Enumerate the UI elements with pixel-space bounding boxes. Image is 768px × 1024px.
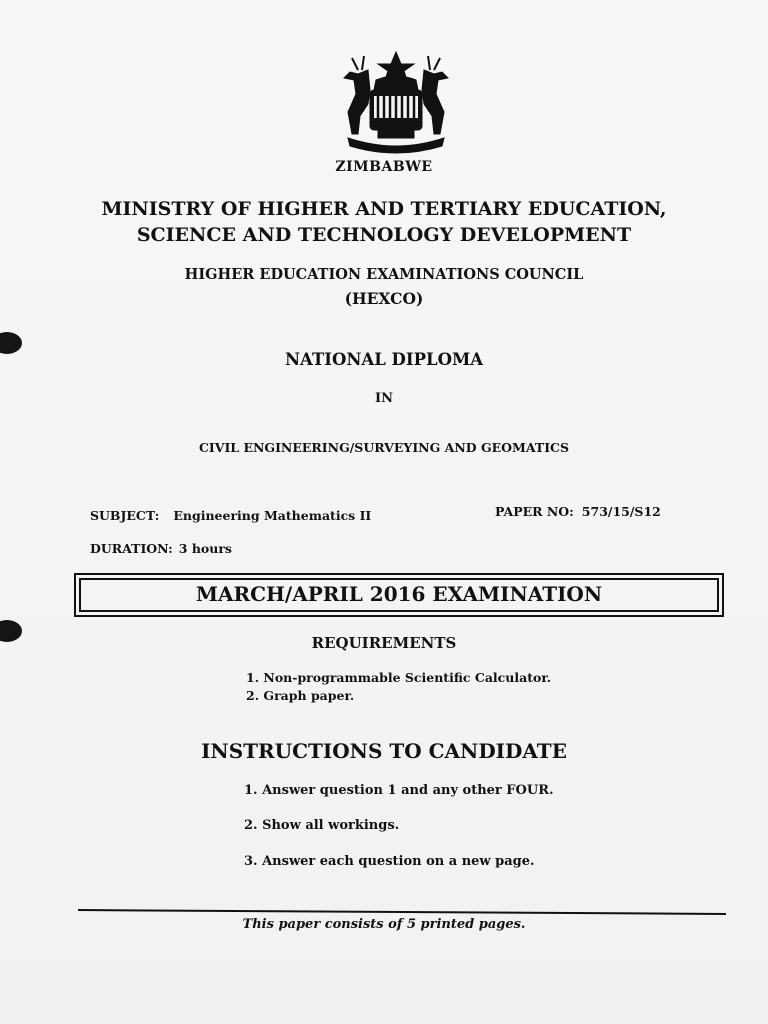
page-count-note: This paper consists of 5 printed pages. (242, 917, 526, 932)
duration-row (90, 541, 232, 556)
footer-divider (78, 909, 726, 915)
instruction-item: 3. Answer each question on a new page. (244, 854, 535, 869)
diploma-title: NATIONAL DIPLOMA (284, 350, 484, 369)
requirement-item: 1. Non-programmable Scientific Calculator. (246, 670, 552, 685)
zimbabwe-coat-of-arms-icon (318, 50, 474, 158)
council-line-2: (HEXCO) (344, 289, 424, 308)
requirement-item: 2. Graph paper. (246, 688, 355, 703)
requirements-heading: REQUIREMENTS (311, 634, 457, 652)
council-line-1: HIGHER EDUCATION EXAMINATIONS COUNCIL (184, 266, 584, 283)
exam-title: MARCH/APRIL 2016 EXAMINATION (195, 582, 603, 606)
ministry-line-1: MINISTRY OF HIGHER AND TERTIARY EDUCATION, (101, 198, 667, 220)
council-title (0, 263, 768, 311)
subject-row (90, 508, 371, 523)
diploma-connector: IN (375, 391, 393, 406)
requirements-list (246, 669, 551, 705)
country-name: ZIMBABWE (335, 159, 433, 175)
duration-label: DURATION: (90, 541, 173, 556)
instructions-heading: INSTRUCTIONS TO CANDIDATE (201, 739, 567, 763)
instruction-item: 2. Show all workings. (244, 818, 400, 833)
program-field: CIVIL ENGINEERING/SURVEYING AND GEOMATICS (198, 440, 570, 455)
subject-value: Engineering Mathematics II (173, 508, 372, 523)
duration-value: 3 hours (178, 541, 232, 556)
paper-number-label: PAPER NO: (495, 504, 574, 519)
instruction-item: 1. Answer question 1 and any other FOUR. (244, 783, 554, 798)
subject-label: SUBJECT: (90, 508, 160, 523)
paper-number-row (495, 504, 661, 519)
ministry-title (0, 196, 768, 248)
paper-number-value: 573/15/S12 (581, 504, 661, 519)
ministry-line-2: SCIENCE AND TECHNOLOGY DEVELOPMENT (136, 224, 632, 246)
